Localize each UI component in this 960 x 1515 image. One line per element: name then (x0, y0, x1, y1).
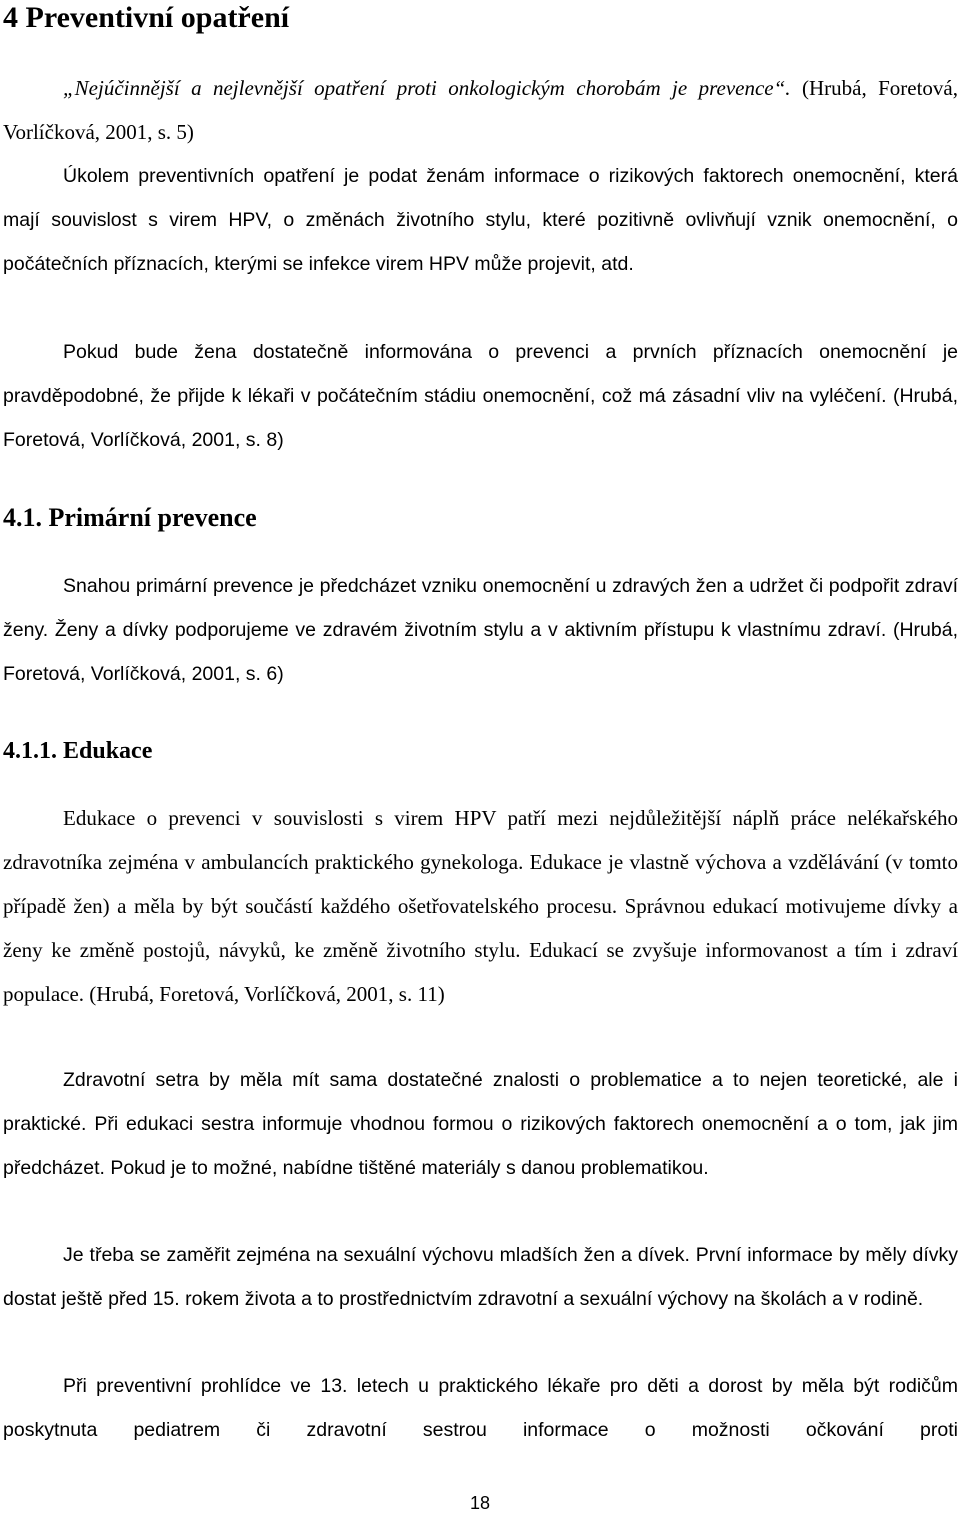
education-paragraph-3 (3, 1233, 958, 1321)
intro-quote-block (3, 66, 958, 154)
intro-quote: „Nejúčinnější a nejlevnější opatření proti onkologickým chorobám je prevence“. (63, 76, 791, 100)
education-paragraph-1 (3, 796, 958, 1016)
intro-paragraph-2 (3, 330, 958, 462)
intro-quote-source: (Hrubá, Foretová, Vorlíčková, 2001, s. 5) (3, 76, 959, 144)
education-paragraph-4-text: Při preventivní prohlídce ve 13. letech u praktického lékaře pro děti a dorost by měla být rodičům poskytnuta pediatrem či zdravotní sestrou informace o možnosti očkování proti (3, 1375, 958, 1441)
chapter-heading: 4 Preventivní opatření (3, 1, 290, 34)
education-paragraph-2 (3, 1058, 958, 1190)
primary-prevention-paragraph-text: Snahou primární prevence je předcházet vzniku onemocnění u zdravých žen a udržet či podpořit zdraví ženy. Ženy a dívky podporujeme ve zdravém životním stylu a v aktivním přístupu k vlastnímu zdraví. (Hrubá, Foretová, Vorlíčková, 2001, s. 6) (3, 575, 958, 685)
subsection-heading-education: 4.1.1. Edukace (3, 738, 153, 764)
primary-prevention-paragraph (3, 564, 958, 696)
section-heading-primary-prevention: 4.1. Primární prevence (3, 503, 257, 532)
education-paragraph-1-text: Edukace o prevenci v souvislosti s virem HPV patří mezi nejdůležitější náplň práce nelékařského zdravotníka zejména v ambulancích praktického gynekologa. Edukace je vlastně výchova a vzdělávání (v tomto případě žen) a měla by být součástí každého ošetřovatelského procesu. Správnou edukací motivujeme dívky a ženy ke změně postojů, návyků, ke změně životního stylu. Edukací se zvyšuje informovanost a tím i zdraví populace. (Hrubá, Foretová, Vorlíčková, 2001, s. 11) (3, 806, 958, 1006)
education-paragraph-2-text: Zdravotní setra by měla mít sama dostatečné znalosti o problematice a to nejen teoretické, ale i praktické. Při edukaci sestra informuje vhodnou formou o rizikových faktorech onemocnění a o tom, jak jim předcházet. Pokud je to možné, nabídne tištěné materiály s danou problematikou. (3, 1069, 958, 1179)
education-paragraph-3-text: Je třeba se zaměřit zejména na sexuální výchovu mladších žen a dívek. První informace by měly dívky dostat ještě před 15. rokem života a to prostřednictvím zdravotní a sexuální výchovy na školách a v rodině. (3, 1244, 958, 1310)
page-number: 18 (469, 1493, 491, 1513)
intro-paragraph-1 (3, 154, 958, 286)
education-paragraph-4 (3, 1364, 958, 1452)
intro-paragraph-1-text: Úkolem preventivních opatření je podat ženám informace o rizikových faktorech onemocnění, která mají souvislost s virem HPV, o změnách životního stylu, které pozitivně ovlivňují vznik onemocnění, o počátečních příznacích, kterými se infekce virem HPV může projevit, atd. (3, 165, 958, 275)
intro-paragraph-2-text: Pokud bude žena dostatečně informována o prevenci a prvních příznacích onemocnění je pravděpodobné, že přijde k lékaři v počátečním stádiu onemocnění, což má zásadní vliv na vyléčení. (Hrubá, Foretová, Vorlíčková, 2001, s. 8) (3, 341, 958, 451)
